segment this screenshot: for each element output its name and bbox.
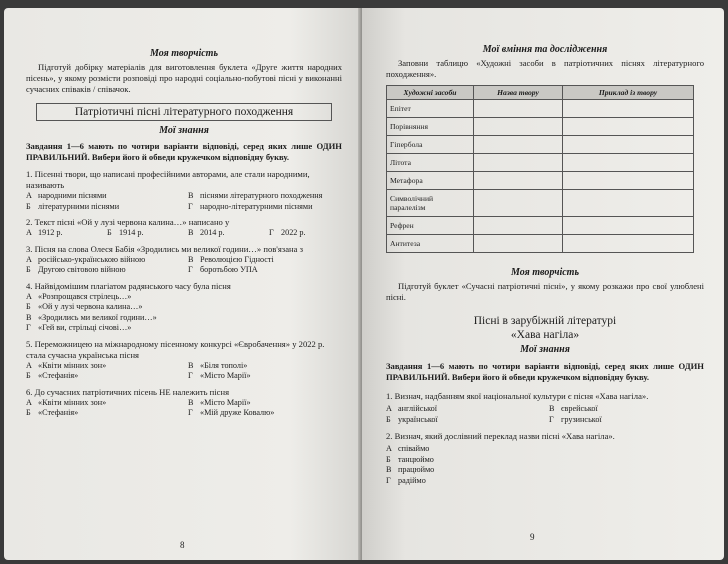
creativity-title: Моя творчість <box>149 48 219 59</box>
answer-option[interactable] <box>26 292 342 303</box>
question-list <box>26 169 342 419</box>
table-cell-empty[interactable] <box>474 136 563 154</box>
question-text: 2. Визнач, який дослівний переклад назви пісні «Хава нагіла». <box>386 431 615 441</box>
section-heading: Пісні в зарубіжній літературі <box>473 315 617 327</box>
question-text: 1. Пісенні твори, що написані професійними авторами, але стали народними, називають <box>26 169 310 190</box>
answer-options <box>386 444 704 486</box>
answer-options <box>26 255 342 276</box>
answer-option[interactable] <box>26 302 342 313</box>
answer-option[interactable] <box>26 255 180 266</box>
option-text: «Квіти мінних зон» <box>38 397 107 407</box>
answer-option[interactable] <box>386 404 541 415</box>
table-cell-empty[interactable] <box>563 235 694 253</box>
option-text: «Стефанія» <box>38 371 79 380</box>
table-cell: Гіпербола <box>387 136 474 154</box>
question-text: 5. Переможницею на міжнародному пісенному конкурсі «Євробачення» у 2022 р. стала сучасна українська пісня <box>26 338 325 360</box>
creativity-text: Підготуй буклет «Сучасні патріотичні пісні», у якому розкажи про свої улюблені пісні. <box>386 281 704 302</box>
option-text: народними піснями <box>38 191 107 200</box>
skills-title: Мої вміння та дослідження <box>482 44 608 55</box>
option-text: танцюймо <box>398 454 434 464</box>
option-letter: А <box>386 444 392 453</box>
creativity-text: Підготуй добірку матеріалів для виготовлення буклета «Друге життя народних пісень», у якому розмісти розповіді про народні соціально-побутові пісні у виконанні сучасних співаків / співачок. <box>26 62 342 94</box>
page-number: 9 <box>530 532 535 542</box>
question-5 <box>26 339 342 382</box>
column-header: Приклад із твору <box>563 86 694 100</box>
option-letter: А <box>26 191 32 200</box>
question-6 <box>26 387 342 419</box>
question-1 <box>26 169 342 212</box>
answer-options <box>26 191 342 212</box>
answer-option[interactable] <box>188 228 261 239</box>
option-letter: Б <box>386 454 391 464</box>
option-text: Революцією Гідності <box>200 254 274 264</box>
option-letter: Г <box>549 414 554 424</box>
section-heading-box <box>36 103 332 121</box>
question-text: 4. Найвідомішим плагіатом радянського часу була пісня <box>26 280 231 291</box>
table-cell: Рефрен <box>387 217 474 235</box>
option-text: народно-літературними піснями <box>200 201 313 211</box>
option-letter: В <box>26 312 32 322</box>
option-letter: Б <box>386 414 391 424</box>
question-1 <box>386 391 704 425</box>
answer-option[interactable] <box>26 323 342 334</box>
answer-options <box>26 398 342 419</box>
table-row <box>387 136 694 154</box>
option-text: літературними піснями <box>38 201 120 211</box>
table-cell-empty[interactable] <box>563 154 694 172</box>
option-text: «Гей ви, стрільці січові…» <box>38 323 132 332</box>
answer-option[interactable] <box>188 255 342 266</box>
right-page <box>362 8 724 560</box>
table-cell: Літота <box>387 154 474 172</box>
option-text: радіймо <box>398 475 426 485</box>
option-letter: Г <box>386 475 391 485</box>
option-text: працюймо <box>398 465 435 474</box>
answer-option[interactable] <box>549 415 704 426</box>
option-text: піснями літературного походження <box>200 191 323 200</box>
table-row <box>387 172 694 190</box>
option-text: англійської <box>398 404 437 413</box>
answer-option[interactable] <box>188 202 342 213</box>
answer-options <box>26 228 342 239</box>
column-header: Художні засоби <box>387 86 474 100</box>
option-text: української <box>398 414 438 424</box>
table-cell: Епітет <box>387 100 474 118</box>
table-cell: Антитеза <box>387 235 474 253</box>
task-instructions: Завдання 1—6 мають по чотири варіанти відповіді, серед яких лише ОДИН ПРАВИЛЬНИЙ. Вибери його й обведи кружечком відповідну букву. <box>386 361 704 382</box>
option-letter: А <box>26 360 32 370</box>
question-list <box>386 391 704 486</box>
option-letter: Г <box>188 408 193 417</box>
page-number: 8 <box>180 540 185 550</box>
knowledge-title: Мої знання <box>520 344 570 355</box>
option-letter: А <box>26 291 32 301</box>
option-letter: Г <box>188 371 193 380</box>
answer-option[interactable] <box>26 265 180 276</box>
answer-option[interactable] <box>26 228 99 239</box>
column-header: Назва твору <box>474 86 563 100</box>
section-subheading: «Хава нагіла» <box>510 329 580 341</box>
task-instructions: Завдання 1—6 мають по чотири варіанти відповіді, серед яких лише ОДИН ПРАВИЛЬНИЙ. Вибери його й обведи кружечком відповідну букву. <box>26 141 342 162</box>
question-text: 2. Текст пісні «Ой у лузі червона калина…» написано у <box>26 217 230 227</box>
option-letter: Б <box>26 201 31 211</box>
option-text: російсько-українською війною <box>38 254 146 264</box>
answer-options <box>386 404 704 425</box>
answer-option[interactable] <box>26 191 180 202</box>
answer-option[interactable] <box>188 265 342 276</box>
option-letter: А <box>386 404 392 413</box>
answer-option[interactable] <box>188 191 342 202</box>
table-cell: Порівняння <box>387 118 474 136</box>
option-text: «Мій друже Ковалю» <box>200 408 275 417</box>
table-row <box>387 190 694 217</box>
option-text: «Місто Марії» <box>200 397 251 407</box>
answer-option[interactable] <box>26 398 180 409</box>
answer-option[interactable] <box>386 476 704 487</box>
option-letter: В <box>188 254 194 264</box>
option-text: 2022 р. <box>281 228 306 237</box>
table-cell-empty[interactable] <box>474 118 563 136</box>
table-cell-empty[interactable] <box>474 100 563 118</box>
answer-option[interactable] <box>386 444 704 455</box>
table-cell-empty[interactable] <box>474 217 563 235</box>
section-heading: Патріотичні пісні літературного походження <box>74 106 294 118</box>
question-text: 3. Пісня на слова Олеся Бабія «Зродились ми великої години…» пов'язана з <box>26 243 303 254</box>
table-cell-empty[interactable] <box>563 136 694 154</box>
answer-option[interactable] <box>26 371 180 382</box>
option-text: «Ой у лузі червона калина…» <box>38 302 143 311</box>
option-text: 2014 р. <box>200 228 225 237</box>
option-text: грузинської <box>561 414 602 424</box>
answer-option[interactable] <box>269 228 342 239</box>
question-4 <box>26 281 342 334</box>
answer-option[interactable] <box>26 202 180 213</box>
answer-option[interactable] <box>188 398 342 409</box>
option-letter: В <box>188 191 194 200</box>
option-text: «Біля тополі» <box>200 360 248 370</box>
table-cell-empty[interactable] <box>563 100 694 118</box>
table-row <box>387 100 694 118</box>
option-letter: Б <box>26 302 31 311</box>
table-cell-empty[interactable] <box>474 235 563 253</box>
option-text: «Квіти мінних зон» <box>38 360 107 370</box>
table-row <box>387 118 694 136</box>
option-letter: Г <box>188 265 193 274</box>
devices-table <box>386 85 694 253</box>
table-cell: Метафора <box>387 172 474 190</box>
table-row <box>387 154 694 172</box>
option-letter: Г <box>269 228 274 237</box>
option-letter: Г <box>188 201 193 211</box>
option-letter: Б <box>26 371 31 380</box>
option-letter: В <box>549 404 555 413</box>
answer-option[interactable] <box>386 415 541 426</box>
option-text: боротьбою УПА <box>200 265 258 274</box>
option-text: Другою світовою війною <box>38 265 126 274</box>
question-3 <box>26 244 342 276</box>
question-text: 1. Визнач, надбанням якої національної культури є пісня «Хава нагіла». <box>386 391 649 401</box>
right-content <box>386 44 704 486</box>
option-text: 1914 р. <box>119 228 144 237</box>
option-letter: Б <box>26 265 31 274</box>
answer-option[interactable] <box>386 455 704 466</box>
question-text: 6. До сучасних патріотичних пісень НЕ належить пісня <box>26 386 230 397</box>
table-cell-empty[interactable] <box>563 217 694 235</box>
answer-options <box>26 292 342 334</box>
answer-option[interactable] <box>386 465 704 476</box>
left-content <box>26 48 342 419</box>
table-cell: Символічний паралелізм <box>387 190 474 217</box>
option-letter: Б <box>107 228 112 237</box>
table-row <box>387 235 694 253</box>
option-letter: Б <box>26 408 31 417</box>
table-row <box>387 217 694 235</box>
creativity-title: Моя творчість <box>510 267 580 278</box>
table-header-row <box>387 86 694 100</box>
answer-options <box>26 361 342 382</box>
answer-option[interactable] <box>188 408 342 419</box>
answer-option[interactable] <box>26 361 180 372</box>
option-letter: В <box>188 397 194 407</box>
option-text: єврейської <box>561 404 598 413</box>
answer-option[interactable] <box>26 313 342 324</box>
answer-option[interactable] <box>26 408 180 419</box>
question-2 <box>26 217 342 239</box>
option-letter: А <box>26 397 32 407</box>
option-letter: А <box>26 254 32 264</box>
option-letter: В <box>386 465 392 474</box>
option-letter: Г <box>26 323 31 332</box>
option-letter: В <box>188 360 194 370</box>
option-text: «Стефанія» <box>38 408 79 417</box>
option-text: співаймо <box>398 444 430 453</box>
table-cell-empty[interactable] <box>563 190 694 217</box>
option-text: «Зродились ми великої години…» <box>38 312 157 322</box>
table-cell-empty[interactable] <box>563 118 694 136</box>
table-cell-empty[interactable] <box>563 172 694 190</box>
table-cell-empty[interactable] <box>474 154 563 172</box>
table-cell-empty[interactable] <box>474 190 563 217</box>
knowledge-title: Мої знання <box>159 125 209 136</box>
option-text: «Розпрощався стрілець…» <box>38 291 132 301</box>
answer-option[interactable] <box>188 371 342 382</box>
answer-option[interactable] <box>188 361 342 372</box>
table-cell-empty[interactable] <box>474 172 563 190</box>
answer-option[interactable] <box>107 228 180 239</box>
option-letter: В <box>188 228 194 237</box>
option-text: «Місто Марії» <box>200 371 251 380</box>
question-2 <box>386 431 704 486</box>
option-letter: А <box>26 228 32 237</box>
answer-option[interactable] <box>549 404 704 415</box>
option-text: 1912 р. <box>38 228 63 237</box>
left-page <box>4 8 362 560</box>
table-intro: Заповни таблицю «Художні засоби в патріотичних піснях літературного походження». <box>386 58 704 79</box>
